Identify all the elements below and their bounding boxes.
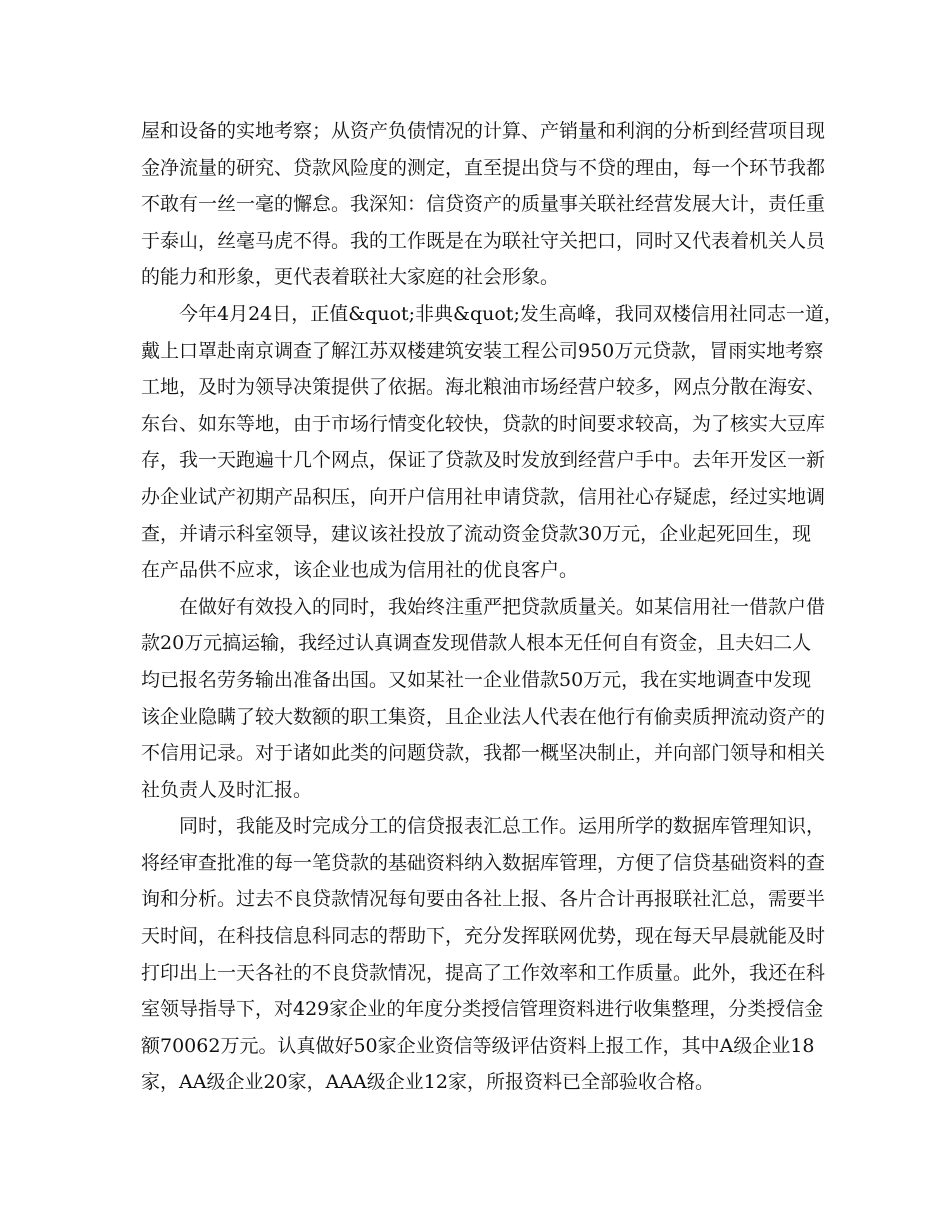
text-line: 款20万元搞运输，我经过认真调查发现借款人根本无任何自有资金，且夫妇二人 [141, 632, 812, 655]
text-line: 戴上口罩赴南京调查了解江苏双楼建筑安装工程公司950万元贷款，冒雨实地考察 [141, 339, 824, 362]
text-line: 存，我一天跑遍十几个网点，保证了贷款及时发放到经营户手中。去年开发区一新 [141, 449, 826, 472]
paragraph-4 [141, 808, 826, 1101]
text-line: 办企业试产初期产品积压，向开户信用社申请贷款，信用社心存疑虑，经过实地调 [141, 485, 826, 508]
text-line: 于泰山，丝毫马虎不得。我的工作既是在为联社守关把口，同时又代表着机关人员 [141, 229, 826, 252]
text-line: 在做好有效投入的同时，我始终注重严把贷款质量关。如某信用社一借款户借 [141, 595, 826, 618]
text-line: 该企业隐瞒了较大数额的职工集资，且企业法人代表在他行有偷卖质押流动资产的 [141, 705, 826, 728]
text-line: 查，并请示科室领导，建议该社投放了流动资金贷款30万元，企业起死回生，现 [141, 522, 812, 545]
text-line: 的能力和形象，更代表着联社大家庭的社会形象。 [141, 266, 560, 289]
text-line: 金净流量的研究、贷款风险度的测定，直至提出贷与不贷的理由，每一个环节我都 [141, 156, 826, 179]
text-line: 东台、如东等地，由于市场行情变化较快，贷款的时间要求较高，为了核实大豆库 [141, 412, 826, 435]
text-line: 不敢有一丝一毫的懈怠。我深知：信贷资产的质量事关联社经营发展大计，责任重 [141, 193, 826, 216]
text-line: 额70062万元。认真做好50家企业资信等级评估资料上报工作，其中A级企业18 [141, 1034, 815, 1057]
text-line: 打印出上一天各社的不良贷款情况，提高了工作效率和工作质量。此外，我还在科 [141, 961, 826, 984]
text-line: 屋和设备的实地考察；从资产负债情况的计算、产销量和利润的分析到经营项目现 [141, 120, 826, 142]
paragraph-3 [141, 589, 826, 809]
text-line: 询和分析。过去不良贷款情况每旬要由各社上报、各片合计再报联社汇总，需要半 [141, 888, 826, 911]
text-line: 天时间，在科技信息科同志的帮助下，充分发挥联网优势，现在每天早晨就能及时 [141, 925, 826, 948]
text-line: 均已报名劳务输出准备出国。又如某社一企业借款50万元，我在实地调查中发现 [141, 668, 812, 691]
text-line: 同时，我能及时完成分工的信贷报表汇总工作。运用所学的数据库管理知识， [141, 815, 826, 838]
text-line: 工地，及时为领导决策提供了依据。海北粮油市场经营户较多，网点分散在海安、 [141, 376, 826, 399]
paragraph-1 [141, 113, 826, 296]
text-line: 将经审查批准的每一笔贷款的基础资料纳入数据库管理，方便了信贷基础资料的查 [141, 851, 826, 874]
text-line: 不信用记录。对于诸如此类的问题贷款，我都一概坚决制止，并向部门领导和相关 [141, 742, 826, 765]
text-line: 室领导指导下，对429家企业的年度分类授信管理资料进行收集整理，分类授信金 [141, 998, 824, 1021]
document-body [141, 113, 843, 1101]
text-line: 在产品供不应求，该企业也成为信用社的优良客户。 [141, 559, 579, 582]
text-line: 家，AA级企业20家，AAA级企业12家，所报资料已全部验收合格。 [141, 1071, 714, 1094]
paragraph-2 [141, 296, 843, 589]
text-line: 社负责人及时汇报。 [141, 778, 313, 801]
text-line: 今年4月24日，正值&quot;非典&quot;发生高峰，我同双楼信用社同志一道， [141, 302, 843, 325]
